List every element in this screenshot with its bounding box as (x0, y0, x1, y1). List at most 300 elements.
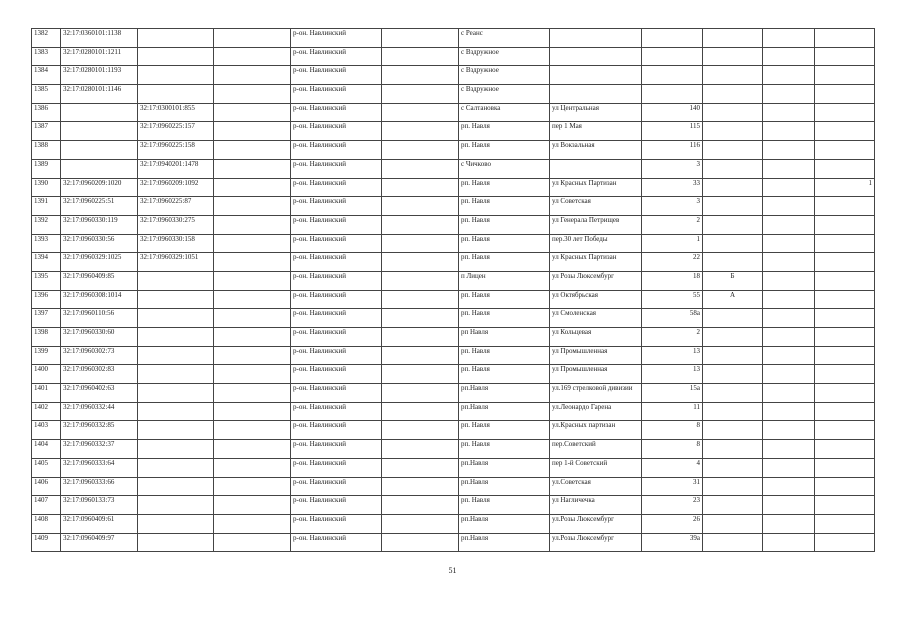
secondary-cadastral-number-cell (138, 421, 214, 440)
cadastral-number-cell: 32:17:0960333:66 (61, 477, 138, 496)
district-cell: р-он. Навлинский (291, 253, 382, 272)
cadastral-number-cell: 32:17:0280101:1146 (61, 85, 138, 104)
cadastral-number-cell: 32:17:0960333:64 (61, 458, 138, 477)
district-cell: р-он. Навлинский (291, 514, 382, 533)
table-row (32, 309, 875, 328)
locality-cell: с Чичково (459, 159, 550, 178)
locality-cell: рп. Навля (459, 122, 550, 141)
empty-cell (382, 421, 459, 440)
extra-value-cell (815, 365, 875, 384)
empty-cell (214, 328, 291, 347)
district-cell: р-он. Навлинский (291, 309, 382, 328)
empty-cell (763, 440, 815, 459)
cadastral-number-cell: 32:17:0960329:1025 (61, 253, 138, 272)
empty-cell (382, 496, 459, 515)
row-number: 1404 (32, 440, 61, 459)
locality-cell: рп. Навля (459, 215, 550, 234)
empty-cell (382, 47, 459, 66)
empty-cell (382, 533, 459, 552)
street-cell: ул Нагличечка (550, 496, 642, 515)
street-cell (550, 66, 642, 85)
locality-cell: с Вздружное (459, 85, 550, 104)
street-cell (550, 47, 642, 66)
house-letter-cell (703, 440, 763, 459)
extra-value-cell (815, 458, 875, 477)
house-number-cell: 26 (642, 514, 703, 533)
empty-cell (382, 458, 459, 477)
empty-cell (382, 309, 459, 328)
district-cell: р-он. Навлинский (291, 122, 382, 141)
cadastral-number-cell: 32:17:0960332:37 (61, 440, 138, 459)
empty-cell (763, 85, 815, 104)
extra-value-cell (815, 47, 875, 66)
house-number-cell: 11 (642, 402, 703, 421)
cadastral-number-cell: 32:17:0960308:1014 (61, 290, 138, 309)
table-row (32, 103, 875, 122)
table-row (32, 346, 875, 365)
house-number-cell: 116 (642, 141, 703, 160)
extra-value-cell (815, 402, 875, 421)
empty-cell (214, 384, 291, 403)
cadastral-number-cell: 32:17:0960302:83 (61, 365, 138, 384)
locality-cell: с Реанс (459, 29, 550, 48)
extra-value-cell (815, 215, 875, 234)
house-letter-cell (703, 234, 763, 253)
empty-cell (214, 346, 291, 365)
row-number: 1385 (32, 85, 61, 104)
house-number-cell: 2 (642, 215, 703, 234)
cadastral-number-cell (61, 141, 138, 160)
empty-cell (763, 29, 815, 48)
cadastral-number-cell (61, 122, 138, 141)
empty-cell (763, 328, 815, 347)
cadastral-number-cell: 32:17:0960332:85 (61, 421, 138, 440)
empty-cell (382, 66, 459, 85)
house-number-cell: 15а (642, 384, 703, 403)
empty-cell (763, 496, 815, 515)
row-number: 1399 (32, 346, 61, 365)
address-registry-table (31, 28, 875, 552)
row-number: 1406 (32, 477, 61, 496)
house-letter-cell (703, 197, 763, 216)
house-number-cell (642, 85, 703, 104)
street-cell: пер.Советский (550, 440, 642, 459)
district-cell: р-он. Навлинский (291, 197, 382, 216)
cadastral-number-cell: 32:17:0960330:56 (61, 234, 138, 253)
locality-cell: рп. Навля (459, 253, 550, 272)
row-number: 1395 (32, 271, 61, 290)
house-letter-cell (703, 141, 763, 160)
district-cell: р-он. Навлинский (291, 85, 382, 104)
extra-value-cell (815, 29, 875, 48)
row-number: 1397 (32, 309, 61, 328)
district-cell: р-он. Навлинский (291, 421, 382, 440)
extra-value-cell (815, 477, 875, 496)
secondary-cadastral-number-cell: 32:17:0960329:1051 (138, 253, 214, 272)
secondary-cadastral-number-cell: 32:17:0960225:158 (138, 141, 214, 160)
extra-value-cell (815, 533, 875, 552)
extra-value-cell (815, 384, 875, 403)
extra-value-cell (815, 197, 875, 216)
table-row (32, 122, 875, 141)
house-letter-cell (703, 421, 763, 440)
district-cell: р-он. Навлинский (291, 477, 382, 496)
row-number: 1401 (32, 384, 61, 403)
secondary-cadastral-number-cell (138, 458, 214, 477)
locality-cell: рп. Навля (459, 496, 550, 515)
cadastral-number-cell (61, 103, 138, 122)
secondary-cadastral-number-cell: 32:17:0960225:87 (138, 197, 214, 216)
street-cell: ул.Леонардо Гарена (550, 402, 642, 421)
empty-cell (382, 85, 459, 104)
district-cell: р-он. Навлинский (291, 496, 382, 515)
locality-cell: рп. Навля (459, 197, 550, 216)
locality-cell: рп.Навля (459, 533, 550, 552)
table-row (32, 141, 875, 160)
locality-cell: рп. Навля (459, 346, 550, 365)
table-body (32, 29, 875, 552)
empty-cell (382, 29, 459, 48)
secondary-cadastral-number-cell (138, 47, 214, 66)
district-cell: р-он. Навлинский (291, 271, 382, 290)
street-cell: ул Генерала Петрищев (550, 215, 642, 234)
house-number-cell: 55 (642, 290, 703, 309)
empty-cell (763, 346, 815, 365)
empty-cell (763, 234, 815, 253)
row-number: 1407 (32, 496, 61, 515)
empty-cell (763, 458, 815, 477)
table-row (32, 215, 875, 234)
row-number: 1396 (32, 290, 61, 309)
row-number: 1409 (32, 533, 61, 552)
empty-cell (763, 178, 815, 197)
street-cell: ул.Розы Люксембург (550, 514, 642, 533)
empty-cell (214, 122, 291, 141)
secondary-cadastral-number-cell (138, 29, 214, 48)
district-cell: р-он. Навлинский (291, 290, 382, 309)
table-row (32, 533, 875, 552)
empty-cell (763, 197, 815, 216)
cadastral-number-cell: 32:17:0960110:56 (61, 309, 138, 328)
street-cell: ул Промышленная (550, 365, 642, 384)
secondary-cadastral-number-cell (138, 346, 214, 365)
extra-value-cell (815, 309, 875, 328)
table-row (32, 197, 875, 216)
house-letter-cell (703, 85, 763, 104)
empty-cell (214, 178, 291, 197)
street-cell: пер 1-й Советский (550, 458, 642, 477)
house-number-cell: 58а (642, 309, 703, 328)
extra-value-cell (815, 103, 875, 122)
empty-cell (763, 159, 815, 178)
empty-cell (763, 290, 815, 309)
row-number: 1384 (32, 66, 61, 85)
cadastral-number-cell: 32:17:0960402:63 (61, 384, 138, 403)
secondary-cadastral-number-cell (138, 365, 214, 384)
house-number-cell: 115 (642, 122, 703, 141)
house-number-cell: 4 (642, 458, 703, 477)
empty-cell (763, 365, 815, 384)
secondary-cadastral-number-cell (138, 384, 214, 403)
cadastral-number-cell: 32:17:0960330:119 (61, 215, 138, 234)
table-row (32, 178, 875, 197)
extra-value-cell (815, 141, 875, 160)
table-row (32, 66, 875, 85)
extra-value-cell (815, 496, 875, 515)
table-row (32, 496, 875, 515)
empty-cell (214, 85, 291, 104)
house-number-cell: 2 (642, 328, 703, 347)
empty-cell (214, 514, 291, 533)
house-letter-cell (703, 477, 763, 496)
table-row (32, 402, 875, 421)
extra-value-cell (815, 122, 875, 141)
empty-cell (214, 47, 291, 66)
row-number: 1383 (32, 47, 61, 66)
secondary-cadastral-number-cell (138, 533, 214, 552)
locality-cell: рп. Навля (459, 290, 550, 309)
empty-cell (382, 271, 459, 290)
table-row (32, 365, 875, 384)
row-number: 1386 (32, 103, 61, 122)
street-cell: ул Красных Партизан (550, 178, 642, 197)
house-number-cell: 13 (642, 365, 703, 384)
house-number-cell: 33 (642, 178, 703, 197)
secondary-cadastral-number-cell (138, 85, 214, 104)
street-cell: ул.Советская (550, 477, 642, 496)
cadastral-number-cell: 32:17:0960302:73 (61, 346, 138, 365)
district-cell: р-он. Навлинский (291, 365, 382, 384)
locality-cell: с Салтановка (459, 103, 550, 122)
house-number-cell (642, 47, 703, 66)
house-letter-cell (703, 159, 763, 178)
table-row (32, 458, 875, 477)
page-number: 51 (448, 566, 457, 575)
locality-cell: рп Навля (459, 328, 550, 347)
house-letter-cell (703, 29, 763, 48)
empty-cell (382, 290, 459, 309)
empty-cell (214, 290, 291, 309)
empty-cell (763, 141, 815, 160)
house-number-cell: 8 (642, 421, 703, 440)
empty-cell (763, 514, 815, 533)
district-cell: р-он. Навлинский (291, 402, 382, 421)
locality-cell: рп.Навля (459, 402, 550, 421)
empty-cell (214, 365, 291, 384)
empty-cell (214, 533, 291, 552)
empty-cell (382, 122, 459, 141)
locality-cell: п Лицен (459, 271, 550, 290)
street-cell: ул Смоленская (550, 309, 642, 328)
empty-cell (214, 234, 291, 253)
district-cell: р-он. Навлинский (291, 234, 382, 253)
street-cell: ул.Красных партизан (550, 421, 642, 440)
empty-cell (214, 103, 291, 122)
empty-cell (214, 141, 291, 160)
district-cell: р-он. Навлинский (291, 440, 382, 459)
secondary-cadastral-number-cell (138, 328, 214, 347)
empty-cell (763, 402, 815, 421)
district-cell: р-он. Навлинский (291, 141, 382, 160)
locality-cell: рп.Навля (459, 384, 550, 403)
empty-cell (763, 384, 815, 403)
extra-value-cell (815, 159, 875, 178)
empty-cell (214, 253, 291, 272)
empty-cell (214, 159, 291, 178)
locality-cell: с Вздружное (459, 47, 550, 66)
secondary-cadastral-number-cell (138, 402, 214, 421)
house-number-cell: 1 (642, 234, 703, 253)
cadastral-number-cell: 32:17:0960330:60 (61, 328, 138, 347)
table-row (32, 514, 875, 533)
row-number: 1394 (32, 253, 61, 272)
empty-cell (214, 458, 291, 477)
house-letter-cell (703, 122, 763, 141)
extra-value-cell (815, 234, 875, 253)
row-number: 1391 (32, 197, 61, 216)
district-cell: р-он. Навлинский (291, 458, 382, 477)
table-row (32, 234, 875, 253)
empty-cell (214, 440, 291, 459)
street-cell: ул.169 стрелковой дивизии (550, 384, 642, 403)
cadastral-number-cell: 32:17:0960409:85 (61, 271, 138, 290)
house-letter-cell (703, 103, 763, 122)
empty-cell (214, 29, 291, 48)
house-letter-cell (703, 402, 763, 421)
locality-cell: рп. Навля (459, 234, 550, 253)
empty-cell (382, 159, 459, 178)
empty-cell (382, 384, 459, 403)
locality-cell: рп.Навля (459, 458, 550, 477)
empty-cell (214, 66, 291, 85)
house-letter-cell (703, 178, 763, 197)
table-row (32, 159, 875, 178)
street-cell: ул Вокзальная (550, 141, 642, 160)
locality-cell: рп.Навля (459, 514, 550, 533)
table-row (32, 290, 875, 309)
extra-value-cell (815, 253, 875, 272)
district-cell: р-он. Навлинский (291, 66, 382, 85)
street-cell: ул Промышленная (550, 346, 642, 365)
empty-cell (382, 477, 459, 496)
secondary-cadastral-number-cell (138, 66, 214, 85)
row-number: 1405 (32, 458, 61, 477)
secondary-cadastral-number-cell (138, 271, 214, 290)
empty-cell (763, 122, 815, 141)
extra-value-cell (815, 271, 875, 290)
district-cell: р-он. Навлинский (291, 533, 382, 552)
street-cell: ул Октябрьская (550, 290, 642, 309)
street-cell: ул Центральная (550, 103, 642, 122)
empty-cell (382, 178, 459, 197)
empty-cell (382, 253, 459, 272)
street-cell: пер.30 лет Победы (550, 234, 642, 253)
row-number: 1390 (32, 178, 61, 197)
street-cell: ул Розы Люксембург (550, 271, 642, 290)
extra-value-cell (815, 346, 875, 365)
house-number-cell: 22 (642, 253, 703, 272)
empty-cell (382, 197, 459, 216)
row-number: 1402 (32, 402, 61, 421)
extra-value-cell (815, 328, 875, 347)
row-number: 1388 (32, 141, 61, 160)
cadastral-number-cell: 32:17:0960225:51 (61, 197, 138, 216)
extra-value-cell (815, 440, 875, 459)
table-row (32, 29, 875, 48)
row-number: 1382 (32, 29, 61, 48)
row-number: 1398 (32, 328, 61, 347)
row-number: 1403 (32, 421, 61, 440)
house-letter-cell (703, 365, 763, 384)
street-cell (550, 85, 642, 104)
street-cell: ул.Розы Люксембург (550, 533, 642, 552)
table-row (32, 85, 875, 104)
locality-cell: рп. Навля (459, 309, 550, 328)
district-cell: р-он. Навлинский (291, 178, 382, 197)
secondary-cadastral-number-cell: 32:17:0300101:855 (138, 103, 214, 122)
table-row (32, 253, 875, 272)
table-row (32, 440, 875, 459)
empty-cell (763, 103, 815, 122)
house-letter-cell (703, 384, 763, 403)
district-cell: р-он. Навлинский (291, 215, 382, 234)
empty-cell (763, 47, 815, 66)
secondary-cadastral-number-cell (138, 440, 214, 459)
house-letter-cell (703, 215, 763, 234)
secondary-cadastral-number-cell (138, 290, 214, 309)
house-letter-cell (703, 496, 763, 515)
empty-cell (763, 66, 815, 85)
empty-cell (763, 533, 815, 552)
district-cell: р-он. Навлинский (291, 328, 382, 347)
house-number-cell: 18 (642, 271, 703, 290)
empty-cell (382, 141, 459, 160)
house-number-cell: 8 (642, 440, 703, 459)
empty-cell (382, 234, 459, 253)
extra-value-cell: 1 (815, 178, 875, 197)
street-cell: ул Кольцевая (550, 328, 642, 347)
house-letter-cell (703, 346, 763, 365)
cadastral-number-cell: 32:17:0960332:44 (61, 402, 138, 421)
house-letter-cell (703, 514, 763, 533)
district-cell: р-он. Навлинский (291, 159, 382, 178)
house-letter-cell: А (703, 290, 763, 309)
empty-cell (214, 271, 291, 290)
street-cell (550, 29, 642, 48)
secondary-cadastral-number-cell: 32:17:0960330:275 (138, 215, 214, 234)
locality-cell: рп. Навля (459, 365, 550, 384)
empty-cell (214, 197, 291, 216)
street-cell (550, 159, 642, 178)
empty-cell (214, 496, 291, 515)
row-number: 1408 (32, 514, 61, 533)
locality-cell: рп.Навля (459, 477, 550, 496)
row-number: 1393 (32, 234, 61, 253)
cadastral-number-cell: 32:17:0960209:1020 (61, 178, 138, 197)
district-cell: р-он. Навлинский (291, 29, 382, 48)
house-letter-cell (703, 309, 763, 328)
street-cell: ул Советская (550, 197, 642, 216)
house-number-cell: 140 (642, 103, 703, 122)
cadastral-number-cell: 32:17:0360101:1138 (61, 29, 138, 48)
empty-cell (214, 309, 291, 328)
empty-cell (382, 514, 459, 533)
row-number: 1387 (32, 122, 61, 141)
street-cell: пер 1 Мая (550, 122, 642, 141)
table-row (32, 477, 875, 496)
row-number: 1392 (32, 215, 61, 234)
locality-cell: рп. Навля (459, 141, 550, 160)
